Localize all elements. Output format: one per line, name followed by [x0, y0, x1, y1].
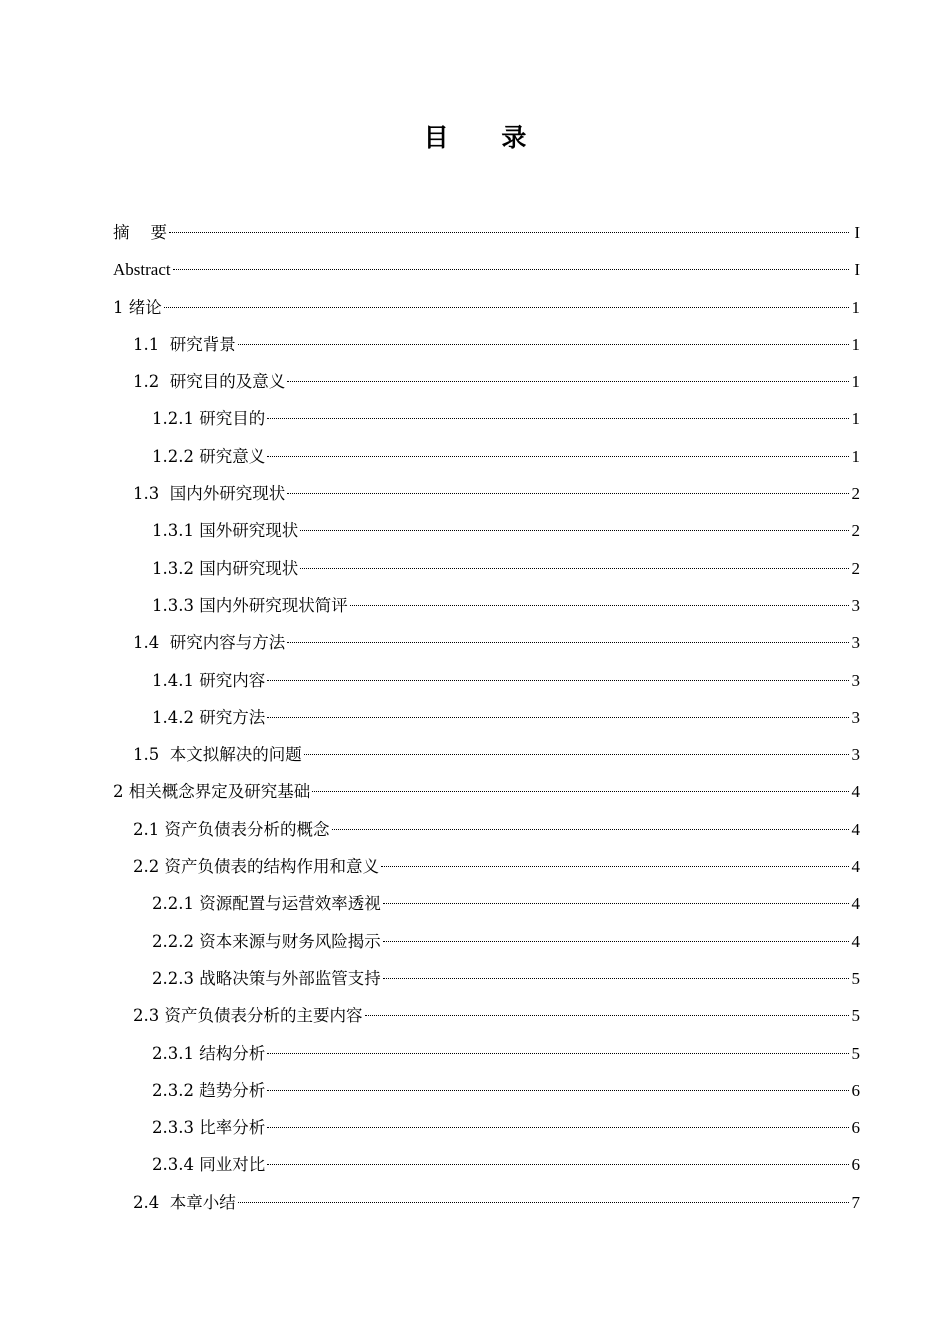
toc-entry-page-number: 1: [851, 334, 860, 354]
toc-entry-label: 1.3.1 国外研究现状: [152, 521, 299, 541]
toc-entry-page-number: 3: [851, 707, 860, 727]
toc-entry[interactable]: [113, 736, 860, 773]
toc-entry-page-number: 4: [851, 857, 860, 877]
toc-entry[interactable]: [113, 251, 860, 288]
toc-entry-label: 1.3.3 国内外研究现状简评: [152, 595, 348, 615]
toc-entry-label: Abstract: [113, 260, 171, 280]
toc-dot-leader: [267, 680, 848, 681]
toc-entry-page-number: 3: [851, 595, 860, 615]
toc-entry[interactable]: [113, 923, 860, 960]
toc-entry-label: 2.3.3 比率分析: [152, 1118, 266, 1138]
toc-entry-label: 摘 要: [113, 223, 167, 242]
toc-entry[interactable]: [113, 699, 860, 736]
toc-entry[interactable]: [113, 587, 860, 624]
toc-entry-page-number: 6: [851, 1080, 860, 1100]
toc-entry[interactable]: [113, 997, 860, 1034]
toc-entry[interactable]: [113, 773, 860, 810]
toc-entry-label: 1.3 国内外研究现状: [133, 484, 286, 504]
toc-dot-leader: [383, 903, 849, 904]
toc-entry-page-number: 4: [851, 782, 860, 802]
toc-entry-page-number: 4: [851, 819, 860, 839]
table-of-contents: [113, 214, 860, 1221]
toc-dot-leader: [304, 754, 849, 755]
toc-entry-page-number: I: [854, 223, 860, 242]
toc-entry-page-number: 2: [851, 521, 860, 541]
toc-entry[interactable]: [113, 885, 860, 922]
toc-entry[interactable]: [113, 400, 860, 437]
toc-dot-leader: [267, 1164, 848, 1165]
toc-entry-label: 1.1 研究背景: [133, 334, 236, 354]
toc-entry-label: 1 绪论: [113, 297, 162, 317]
toc-entry-page-number: 7: [851, 1192, 860, 1212]
toc-entry[interactable]: [113, 326, 860, 363]
toc-entry[interactable]: [113, 624, 860, 661]
toc-entry[interactable]: [113, 550, 860, 587]
toc-entry[interactable]: [113, 438, 860, 475]
toc-entry-page-number: 3: [851, 633, 860, 653]
toc-entry-page-number: 5: [851, 1006, 860, 1026]
toc-entry-label: 2.3.1 结构分析: [152, 1043, 266, 1063]
toc-entry-page-number: 1: [851, 409, 860, 429]
toc-entry-page-number: I: [854, 260, 860, 280]
toc-entry-page-number: 2: [851, 558, 860, 578]
toc-entry[interactable]: [113, 1109, 860, 1146]
toc-entry-label: 1.5 本文拟解决的问题: [133, 745, 302, 765]
toc-entry[interactable]: [113, 848, 860, 885]
toc-entry-page-number: 6: [851, 1118, 860, 1138]
toc-dot-leader: [365, 1015, 849, 1016]
toc-entry-label: 1.4.2 研究方法: [152, 707, 266, 727]
page-title: 目 录: [423, 123, 549, 152]
toc-dot-leader: [287, 642, 848, 643]
toc-entry-page-number: 6: [851, 1155, 860, 1175]
toc-dot-leader: [383, 978, 849, 979]
toc-entry-label: 2 相关概念界定及研究基础: [113, 782, 311, 802]
toc-entry-label: 2.2.2 资本来源与财务风险揭示: [152, 931, 381, 951]
toc-entry-page-number: 1: [851, 372, 860, 392]
toc-entry[interactable]: [113, 662, 860, 699]
toc-dot-leader: [267, 1053, 848, 1054]
toc-entry[interactable]: [113, 475, 860, 512]
toc-dot-leader: [267, 717, 848, 718]
toc-dot-leader: [267, 1127, 848, 1128]
toc-dot-leader: [267, 418, 848, 419]
toc-dot-leader: [287, 381, 848, 382]
toc-entry-page-number: 3: [851, 670, 860, 690]
toc-dot-leader: [267, 1090, 848, 1091]
toc-entry[interactable]: [113, 1035, 860, 1072]
toc-entry[interactable]: [113, 960, 860, 997]
toc-dot-leader: [300, 530, 848, 531]
toc-dot-leader: [383, 941, 849, 942]
toc-dot-leader: [300, 568, 848, 569]
toc-entry-label: 1.2.2 研究意义: [152, 446, 266, 466]
toc-entry-label: 1.4.1 研究内容: [152, 670, 266, 690]
toc-entry[interactable]: [113, 1146, 860, 1183]
toc-entry-page-number: 2: [851, 484, 860, 504]
toc-dot-leader: [267, 456, 848, 457]
toc-entry-label: 2.3.2 趋势分析: [152, 1080, 266, 1100]
toc-entry-label: 1.2 研究目的及意义: [133, 372, 286, 392]
toc-dot-leader: [238, 344, 849, 345]
toc-entry-label: 2.2.1 资源配置与运营效率透视: [152, 894, 381, 914]
toc-entry-page-number: 4: [851, 894, 860, 914]
toc-entry-label: 2.3 资产负债表分析的主要内容: [133, 1006, 363, 1026]
toc-entry-label: 2.2 资产负债表的结构作用和意义: [133, 857, 379, 877]
toc-entry[interactable]: [113, 214, 860, 251]
toc-entry-label: 2.2.3 战略决策与外部监管支持: [152, 968, 381, 988]
toc-entry-label: 2.4 本章小结: [133, 1192, 236, 1212]
toc-entry-page-number: 5: [851, 968, 860, 988]
toc-entry-label: 1.4 研究内容与方法: [133, 633, 286, 653]
toc-entry-page-number: 1: [851, 446, 860, 466]
toc-entry-page-number: 3: [851, 745, 860, 765]
toc-dot-leader: [332, 829, 849, 830]
toc-dot-leader: [312, 791, 848, 792]
toc-entry[interactable]: [113, 1184, 860, 1221]
toc-entry[interactable]: [113, 1072, 860, 1109]
toc-entry[interactable]: [113, 512, 860, 549]
toc-dot-leader: [164, 307, 849, 308]
toc-dot-leader: [173, 269, 849, 270]
toc-entry-page-number: 1: [851, 297, 860, 317]
toc-dot-leader: [238, 1202, 849, 1203]
toc-entry[interactable]: [113, 811, 860, 848]
toc-entry-page-number: 5: [851, 1043, 860, 1063]
toc-entry-label: 1.2.1 研究目的: [152, 409, 266, 429]
toc-entry[interactable]: [113, 363, 860, 400]
toc-dot-leader: [169, 232, 849, 233]
toc-dot-leader: [381, 866, 849, 867]
toc-dot-leader: [350, 605, 849, 606]
toc-entry-label: 2.3.4 同业对比: [152, 1155, 266, 1175]
toc-entry-label: 2.1 资产负债表分析的概念: [133, 819, 330, 839]
toc-dot-leader: [287, 493, 848, 494]
toc-entry[interactable]: [113, 289, 860, 326]
toc-entry-page-number: 4: [851, 931, 860, 951]
toc-entry-label: 1.3.2 国内研究现状: [152, 558, 299, 578]
